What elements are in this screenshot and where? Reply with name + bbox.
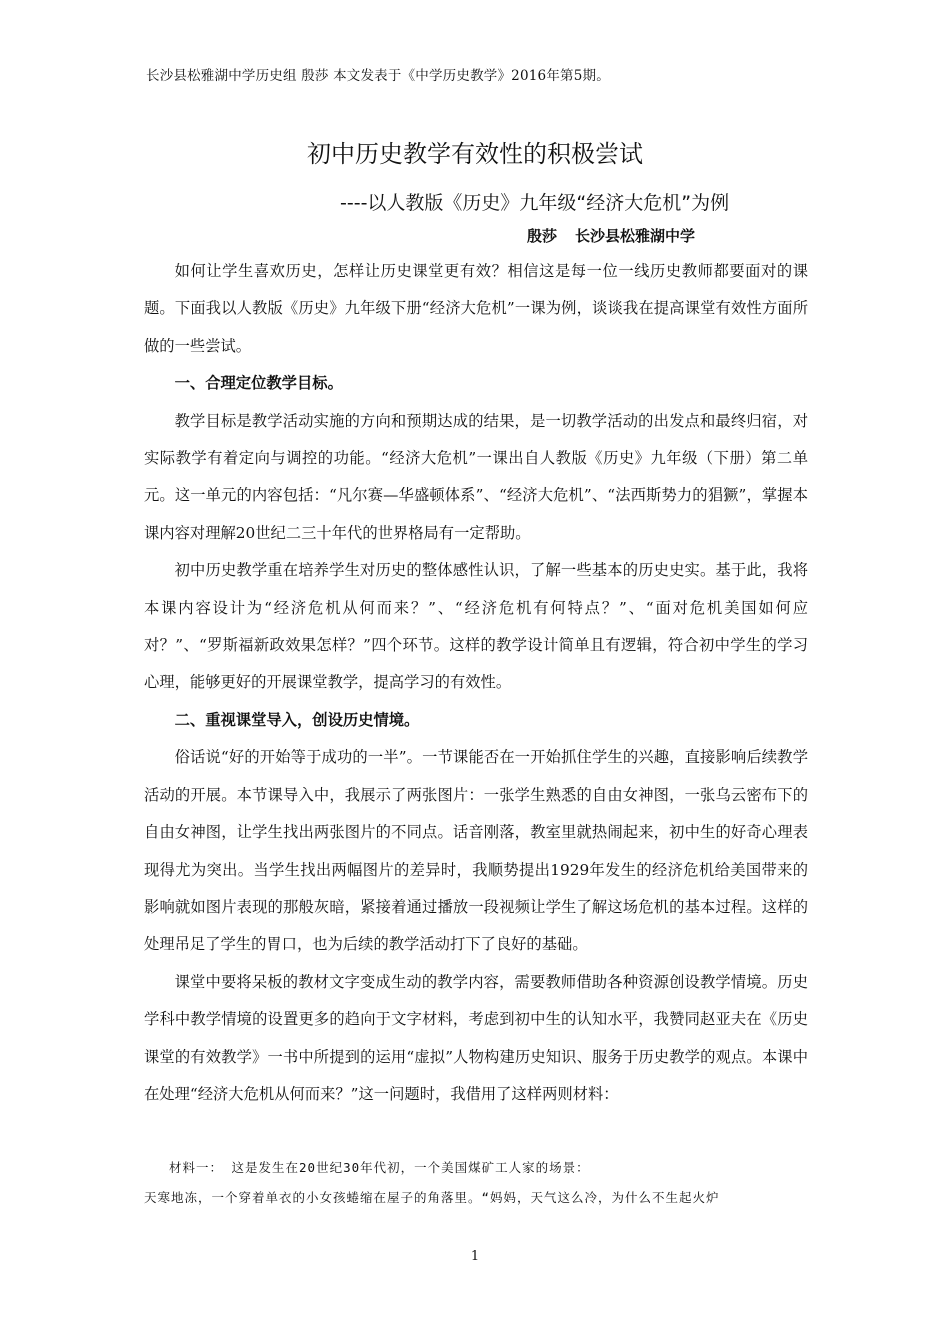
- material-line-1: 材料一： 这是发生在20世纪30年代初，一个美国煤矿工人家的场景：: [169, 1160, 590, 1175]
- author-school: 长沙县松雅湖中学: [575, 227, 696, 245]
- intro-paragraph: 如何让学生喜欢历史，怎样让历史课堂更有效？相信这是每一位一线历史教师都要面对的课题。下面我以人教版《历史》九年级下册“经济大危机”一课为例，谈谈我在提高课堂有效性方面所做的一些尝试。: [144, 262, 808, 355]
- section1-paragraph-1: 教学目标是教学活动实施的方向和预期达成的结果，是一切教学活动的出发点和最终归宿，对实际教学有着定向与调控的功能。“经济大危机”一课出自人教版《历史》九年级（下册）第二单元。这一单元的内容包括：“凡尔赛—华盛顿体系”、“经济大危机”、“法西斯势力的猖獗”，掌握本课内容对理解20世纪二三十年代的世界格局有一定帮助。: [144, 411, 808, 542]
- header-note: 长沙县松雅湖中学历史组 殷莎 本文发表于《中学历史教学》2016年第5期。: [146, 68, 610, 84]
- material-line-2: 天寒地冻，一个穿着单衣的小女孩蜷缩在屋子的角落里。“妈妈，天气这么冷，为什么不生起火炉: [144, 1190, 720, 1205]
- section-heading-2: 二、重视课堂导入，创设历史情境。: [174, 710, 420, 729]
- section-heading-1: 一、合理定位教学目标。: [174, 374, 343, 393]
- section1-paragraph-2: 初中历史教学重在培养学生对历史的整体感性认识，了解一些基本的历史史实。基于此，我将本课内容设计为“经济危机从何而来？”、“经济危机有何特点？”、“面对危机美国如何应对？”、“罗斯福新政效果怎样？”四个环节。这样的教学设计简单且有逻辑，符合初中学生的学习心理，能够更好的开展课堂教学，提高学习的有效性。: [144, 561, 808, 692]
- page-number: 1: [470, 1249, 480, 1264]
- section2-paragraph-2: 课堂中要将呆板的教材文字变成生动的教学内容，需要教师借助各种资源创设教学情境。历史学科中教学情境的设置更多的趋向于文字材料，考虑到初中生的认知水平，我赞同赵亚夫在《历史课堂的有效教学》一书中所提到的运用“虚拟”人物构建历史知识、服务于历史教学的观点。本课中在处理“经济大危机从何而来？”这一问题时，我借用了这样两则材料：: [144, 972, 808, 1103]
- article-title: 初中历史教学有效性的积极尝试: [307, 140, 643, 168]
- section2-paragraph-1: 俗话说“好的开始等于成功的一半”。一节课能否在一开始抓住学生的兴趣，直接影响后续教学活动的开展。本节课导入中，我展示了两张图片：一张学生熟悉的自由女神图，一张乌云密布下的自由女神图，让学生找出两张图片的不同点。话音刚落，教室里就热闹起来，初中生的好奇心理表现得尤为突出。当学生找出两幅图片的差异时，我顺势提出1929年发生的经济危机给美国带来的影响就如图片表现的那般灰暗，紧接着通过播放一段视频让学生了解这场危机的基本过程。这样的处理吊足了学生的胃口，也为后续的教学活动打下了良好的基础。: [144, 748, 808, 954]
- article-subtitle: ----以人教版《历史》九年级“经济大危机”为例: [340, 192, 730, 214]
- article-body: [144, 253, 808, 1113]
- author-line: [527, 225, 695, 246]
- author-name: 殷莎: [527, 227, 558, 245]
- material-excerpt: [144, 1153, 808, 1213]
